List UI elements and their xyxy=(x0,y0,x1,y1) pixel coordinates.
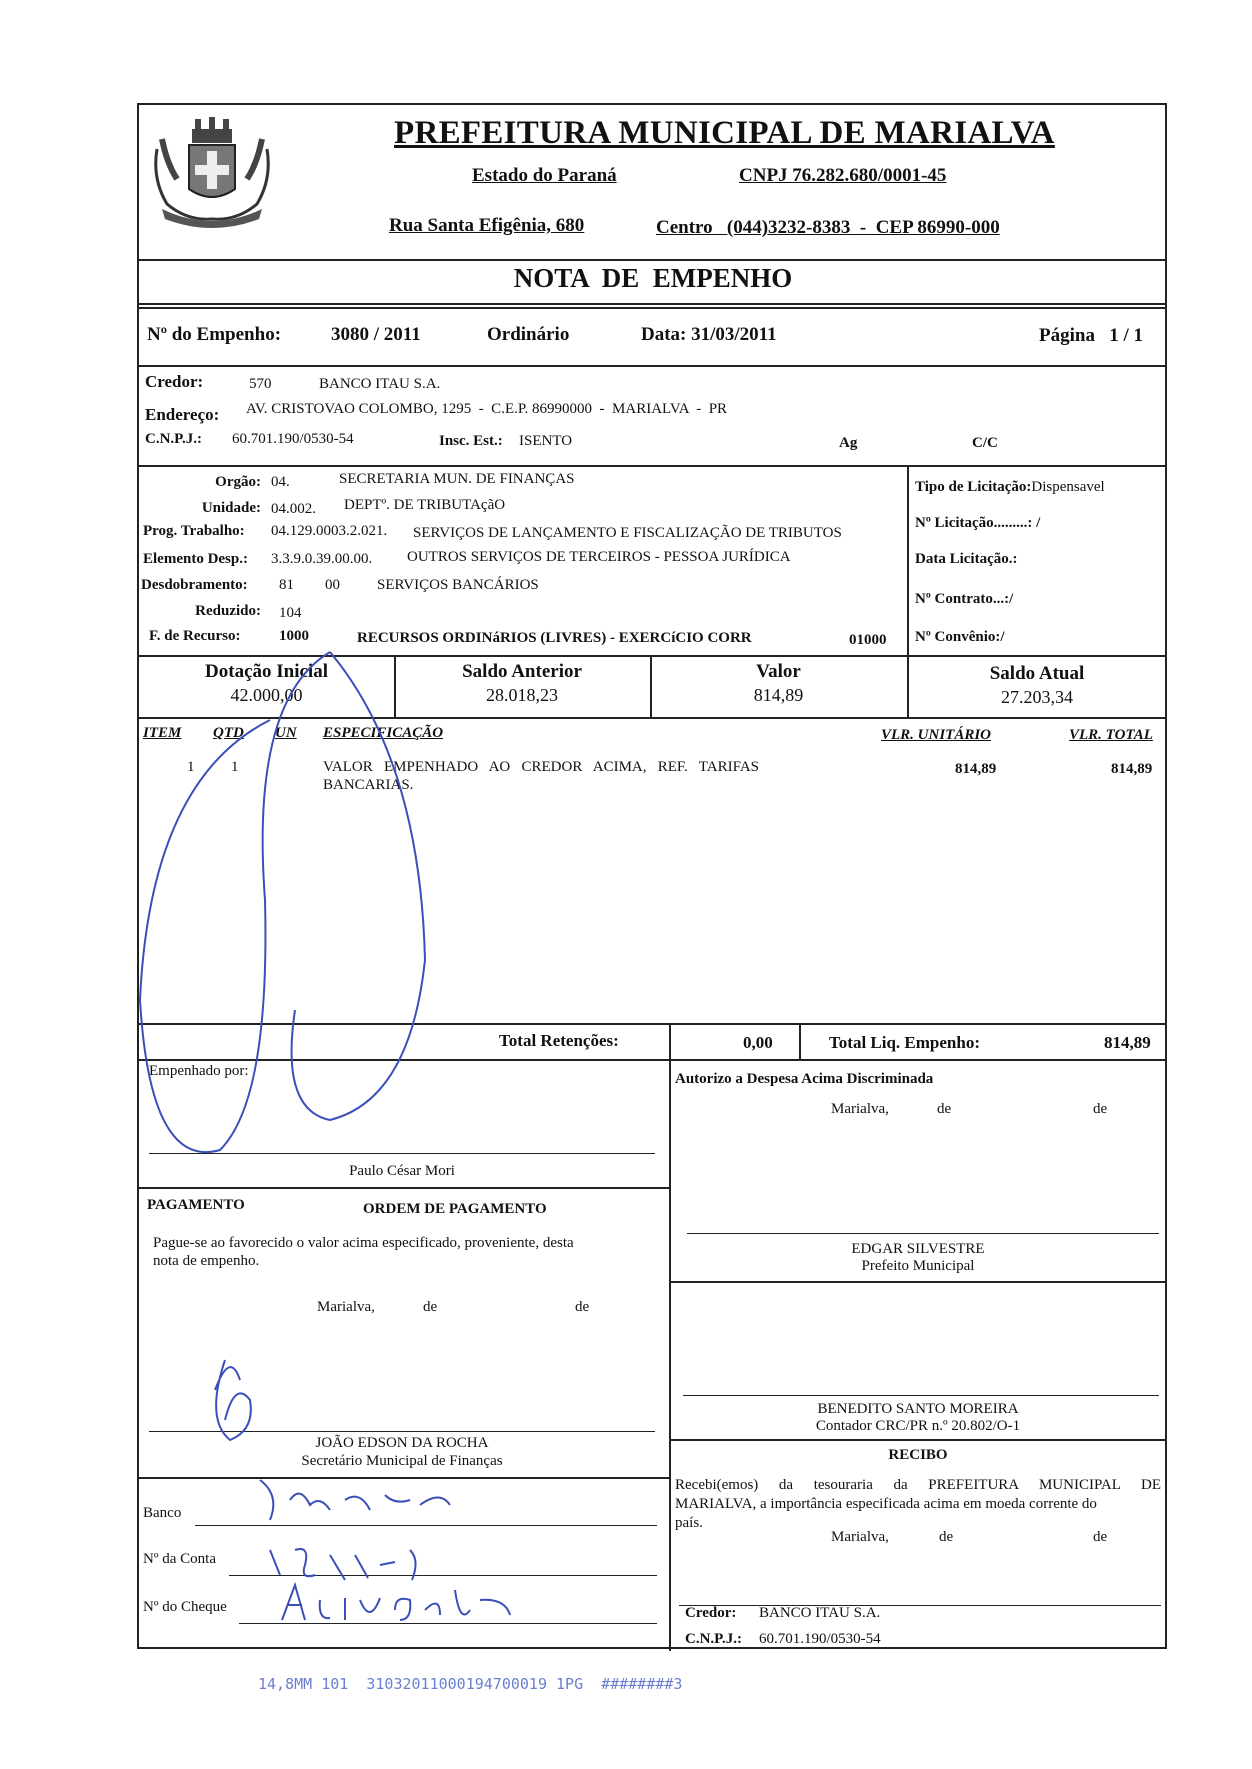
contador-role: Contador CRC/PR n.º 20.802/O-1 xyxy=(815,1418,1021,1434)
col-un: UN xyxy=(275,725,297,741)
reduzido: 104 xyxy=(279,605,302,621)
cnpj: 60.701.190/0530-54 xyxy=(232,431,354,447)
banco-label: Banco xyxy=(143,1505,182,1521)
item-espec-line2: BANCARIAS. xyxy=(323,777,414,793)
retencoes-value: 0,00 xyxy=(743,1033,773,1052)
pagamento-de1: de xyxy=(423,1299,438,1315)
credor-name: BANCO ITAU S.A. xyxy=(319,376,441,392)
orgao: SECRETARIA MUN. DE FINANÇAS xyxy=(339,471,575,487)
header-cnpj: CNPJ 76.282.680/0001-45 xyxy=(739,165,947,186)
empenho-page: Página 1 / 1 xyxy=(1039,325,1143,346)
valor-label: Valor xyxy=(756,661,801,682)
licitacao-data: Data Licitação.: xyxy=(915,551,1018,567)
coat-of-arms-icon xyxy=(147,109,277,233)
doc-title: NOTA DE EMPENHO xyxy=(513,263,793,293)
fonte: RECURSOS ORDINáRIOS (LIVRES) - EXERCíCIO CORR xyxy=(357,630,752,646)
item-unit: 814,89 xyxy=(955,761,997,777)
empenho-document xyxy=(137,103,1167,1649)
orgao-code: 04. xyxy=(271,474,290,490)
licitacao-contrato: Nº Contrato...:/ xyxy=(915,591,1014,607)
pagamento-text1: Pague-se ao favorecido o valor acima especificado, proveniente, desta xyxy=(153,1235,574,1251)
empenhado-label: Empenhado por: xyxy=(149,1063,249,1079)
cc-label: C/C xyxy=(972,435,998,451)
autorizo-de2: de xyxy=(1093,1101,1108,1117)
retencoes-label: Total Retenções: xyxy=(499,1031,619,1050)
footer-code: 14,8MM 101 31032011000194700019 1PG ########3 xyxy=(258,1675,683,1693)
licitacao-tipo: Tipo de Licitação:Dispensavel xyxy=(915,479,1105,495)
elem-label: Elemento Desp.: xyxy=(143,551,248,567)
header-state: Estado do Paraná xyxy=(472,165,617,186)
endereco: AV. CRISTOVAO COLOMBO, 1295 - C.E.P. 86990000 - MARIALVA - PR xyxy=(246,401,728,417)
licitacao-numero: Nº Licitação.........: / xyxy=(915,515,1041,531)
col-vlr-unit: VLR. UNITÁRIO xyxy=(881,727,992,743)
liq-value: 814,89 xyxy=(1104,1033,1151,1052)
pagamento-de2: de xyxy=(575,1299,590,1315)
licitacao-convenio: Nº Convênio:/ xyxy=(915,629,1005,645)
autorizo-place: Marialva, xyxy=(831,1101,889,1117)
recibo-cnpj-label: C.N.P.J.: xyxy=(685,1631,742,1647)
header-address-rest: Centro (044)3232-8383 - CEP 86990-000 xyxy=(656,217,1000,238)
conta-label: Nº da Conta xyxy=(143,1551,216,1567)
credor-label: Credor: xyxy=(145,372,204,391)
recibo-de1: de xyxy=(939,1529,954,1545)
autorizo-label: Autorizo a Despesa Acima Discriminada xyxy=(675,1071,934,1087)
col-espec: ESPECIFICAÇÃO xyxy=(323,725,444,741)
pagamento-place: Marialva, xyxy=(317,1299,375,1315)
recibo-text1: Recebi(emos) da tesouraria da PREFEITURA MUNICIPAL DE xyxy=(675,1477,1161,1493)
fonte-code2: 01000 xyxy=(849,632,887,648)
item-number: 1 xyxy=(187,759,195,775)
recibo-text2: MARIALVA, a importância especificada acima em moeda corrente do xyxy=(675,1496,1097,1512)
secretario-name: JOÃO EDSON DA ROCHA xyxy=(315,1435,489,1451)
unidade: DEPTº. DE TRIBUTAçãO xyxy=(344,497,506,513)
prefeito-name: EDGAR SILVESTRE xyxy=(851,1241,985,1257)
pagamento-label: PAGAMENTO xyxy=(147,1197,245,1213)
col-qtd: QTD xyxy=(213,725,244,741)
saldo-anterior-label: Saldo Anterior xyxy=(462,661,582,682)
prog-label: Prog. Trabalho: xyxy=(143,523,245,539)
ordem-label: ORDEM DE PAGAMENTO xyxy=(363,1201,547,1217)
item-total: 814,89 xyxy=(1111,761,1153,777)
dotacao-label: Dotação Inicial xyxy=(205,661,328,682)
desd-code1: 81 xyxy=(279,577,294,593)
reduzido-label: Reduzido: xyxy=(195,603,261,619)
autorizo-de1: de xyxy=(937,1101,952,1117)
contador-name: BENEDITO SANTO MOREIRA xyxy=(817,1401,1019,1417)
cnpj-label: C.N.P.J.: xyxy=(145,431,202,447)
valor-value: 814,89 xyxy=(753,685,804,705)
empenho-date: Data: 31/03/2011 xyxy=(641,324,777,345)
elem-code: 3.3.9.0.39.00.00. xyxy=(271,551,373,567)
recibo-de2: de xyxy=(1093,1529,1108,1545)
fonte-code: 1000 xyxy=(279,628,309,644)
recibo-place: Marialva, xyxy=(831,1529,889,1545)
desd: SERVIÇOS BANCÁRIOS xyxy=(377,577,539,593)
prog: SERVIÇOS DE LANÇAMENTO E FISCALIZAÇÃO DE TRIBUTOS xyxy=(413,525,842,541)
empenho-number: 3080 / 2011 xyxy=(331,324,421,345)
prog-code: 04.129.0003.2.021. xyxy=(271,523,388,539)
header-address: Rua Santa Efigênia, 680 xyxy=(389,215,585,236)
desd-label: Desdobramento: xyxy=(141,577,248,593)
elem: OUTROS SERVIÇOS DE TERCEIROS - PESSOA JURÍDICA xyxy=(407,549,791,565)
unidade-code: 04.002. xyxy=(271,501,316,517)
saldo-atual-value: 27.203,34 xyxy=(1001,687,1073,707)
empenho-type: Ordinário xyxy=(487,324,570,345)
saldo-anterior-value: 28.018,23 xyxy=(486,685,558,705)
recibo-credor-label: Credor: xyxy=(685,1605,737,1621)
saldo-atual-label: Saldo Atual xyxy=(989,663,1085,684)
recibo-text3: país. xyxy=(675,1515,703,1531)
pagamento-text2: nota de empenho. xyxy=(153,1253,260,1269)
col-item: ITEM xyxy=(143,725,182,741)
desd-code2: 00 xyxy=(325,577,340,593)
item-espec-line1: VALOR EMPENHADO AO CREDOR ACIMA, REF. TARIFAS xyxy=(323,759,759,775)
fonte-label: F. de Recurso: xyxy=(149,628,241,644)
empenho-label: Nº do Empenho: xyxy=(147,324,282,345)
unidade-label: Unidade: xyxy=(201,500,261,516)
recibo-title: RECIBO xyxy=(888,1447,948,1463)
ag-label: Ag xyxy=(839,435,858,451)
col-vlr-total: VLR. TOTAL xyxy=(1069,727,1153,743)
secretario-role: Secretário Municipal de Finanças xyxy=(301,1453,503,1469)
orgao-label: Orgão: xyxy=(215,474,261,490)
credor-code: 570 xyxy=(249,376,272,392)
recibo-cnpj: 60.701.190/0530-54 xyxy=(759,1631,881,1647)
item-qtd: 1 xyxy=(231,759,239,775)
header-title: PREFEITURA MUNICIPAL DE MARIALVA xyxy=(394,115,1055,151)
recibo-credor: BANCO ITAU S.A. xyxy=(759,1605,881,1621)
cheque-label: Nº do Cheque xyxy=(143,1599,227,1615)
prefeito-role: Prefeito Municipal xyxy=(861,1258,975,1274)
insc: ISENTO xyxy=(519,433,573,449)
liq-label: Total Liq. Empenho: xyxy=(829,1033,980,1052)
dotacao-value: 42.000,00 xyxy=(230,685,303,705)
empenhado-name: Paulo César Mori xyxy=(349,1163,455,1179)
endereco-label: Endereço: xyxy=(145,405,220,424)
insc-label: Insc. Est.: xyxy=(439,433,503,449)
